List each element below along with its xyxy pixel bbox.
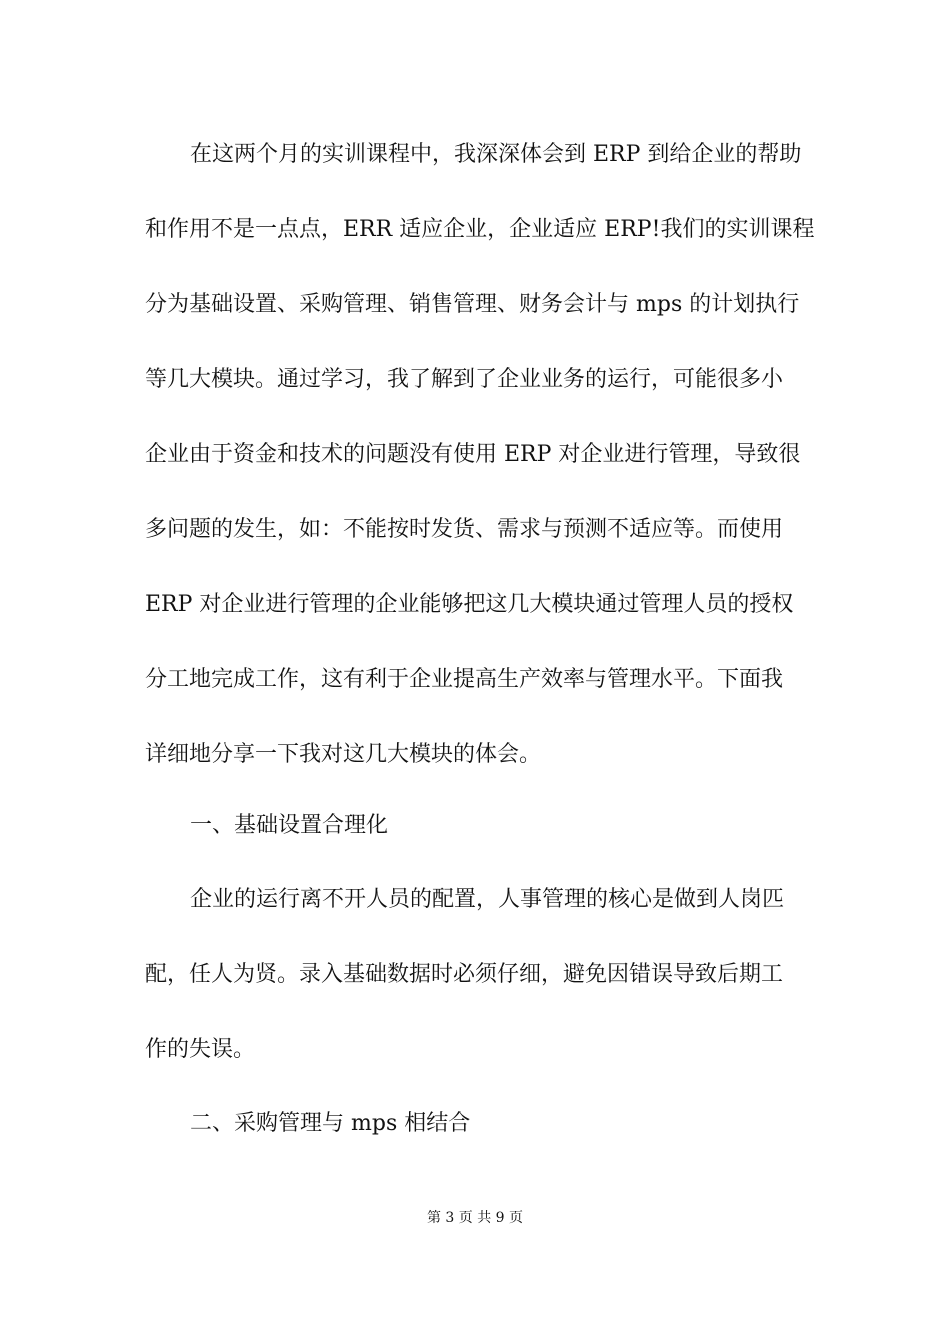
paragraph-1-line-4: 等几大模块。通过学习，我了解到了企业业务的运行，可能很多小 — [145, 367, 784, 392]
paragraph-2-line-2: 配，任人为贤。录入基础数据时必须仔细，避免因错误导致后期工 — [145, 962, 784, 987]
paragraph-1-line-9: 详细地分享一下我对这几大模块的体会。 — [145, 742, 542, 767]
paragraph-1-line-2: 和作用不是一点点，ERR 适应企业，企业适应 ERP!我们的实训课程 — [145, 217, 815, 242]
paragraph-2-line-3: 作的失误。 — [145, 1037, 256, 1062]
paragraph-1-line-5: 企业由于资金和技术的问题没有使用 ERP 对企业进行管理，导致很 — [145, 442, 801, 467]
section-heading-2: 二、采购管理与 mps 相结合 — [190, 1111, 471, 1136]
paragraph-1-line-7: ERP 对企业进行管理的企业能够把这几大模块通过管理人员的授权 — [145, 592, 794, 617]
paragraph-1-line-6: 多问题的发生，如：不能按时发货、需求与预测不适应等。而使用 — [145, 517, 784, 542]
section-heading-1: 一、基础设置合理化 — [190, 813, 389, 838]
paragraph-1-line-3: 分为基础设置、采购管理、销售管理、财务会计与 mps 的计划执行 — [145, 292, 800, 317]
paragraph-1-line-8: 分工地完成工作，这有利于企业提高生产效率与管理水平。下面我 — [145, 667, 784, 692]
paragraph-1-line-1: 在这两个月的实训课程中，我深深体会到 ERP 到给企业的帮助 — [190, 142, 802, 167]
paragraph-2 — [145, 862, 807, 1087]
paragraph-2-line-1: 企业的运行离不开人员的配置，人事管理的核心是做到人岗匹 — [190, 887, 785, 912]
page-footer: 第 3 页 共 9 页 — [426, 1210, 524, 1226]
paragraph-1 — [145, 117, 815, 792]
